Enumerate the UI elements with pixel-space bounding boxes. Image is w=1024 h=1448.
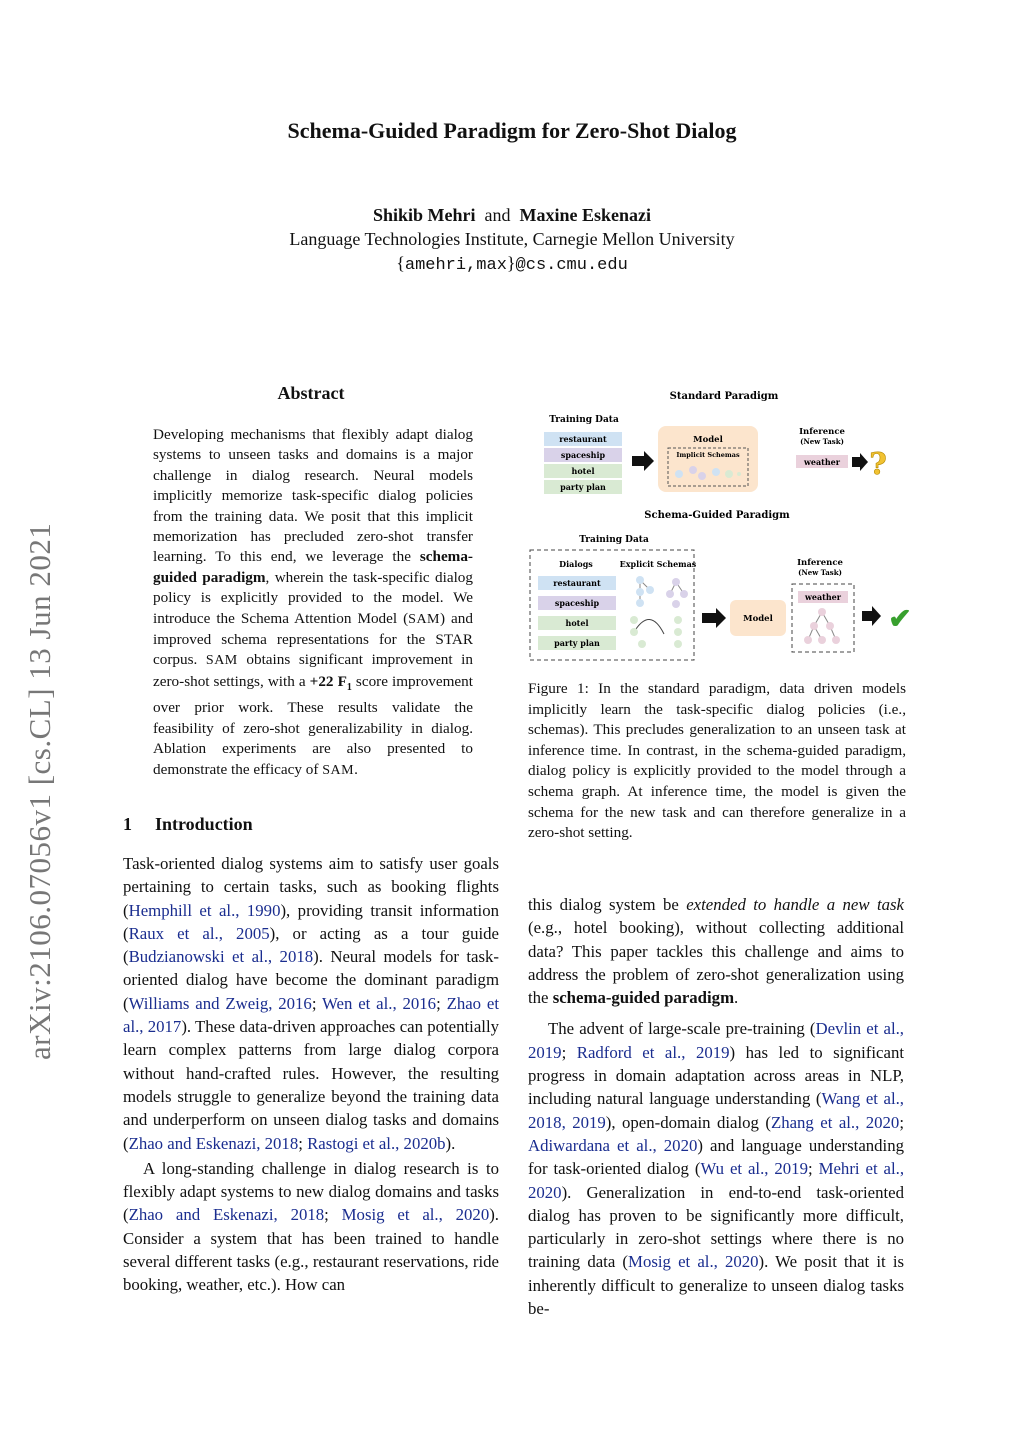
f1-improvement: +22 $F_1$ xyxy=(309,672,352,693)
training-data-label: Training Data xyxy=(549,415,619,425)
inference-label: Inference xyxy=(797,558,843,568)
citation-link[interactable]: Wu et al., 2019 xyxy=(700,1159,808,1179)
task-label: hotel xyxy=(565,618,589,628)
right-column xyxy=(528,893,904,1320)
figure-caption xyxy=(528,679,906,844)
email-brace-open: { xyxy=(396,253,405,273)
schema-paradigm-title: Schema-Guided Paradigm xyxy=(644,510,790,521)
task-label: party plan xyxy=(554,638,600,648)
citation-link[interactable]: Devlin et al., 2019 xyxy=(528,1019,904,1062)
citation-link[interactable]: Raux et al., 2005 xyxy=(128,923,270,943)
affiliation: Language Technologies Institute, Carnegie Mellon University xyxy=(289,229,735,249)
new-task-label: (New Task) xyxy=(798,568,842,577)
citation-link[interactable]: Radford et al., 2019 xyxy=(576,1042,730,1062)
task-label: spaceship xyxy=(560,450,606,460)
citation-link[interactable]: Wen et al., 2016 xyxy=(322,993,437,1013)
section-title: Introduction xyxy=(155,814,253,834)
sam-acronym: SAM xyxy=(205,653,238,669)
citation-link[interactable]: Zhao and Eskenazi, 2018 xyxy=(128,1133,299,1153)
paper-title: Schema-Guided Paradigm for Zero-Shot Dialog xyxy=(287,118,737,143)
task-label: spaceship xyxy=(554,598,600,608)
citation-link[interactable]: Wang et al., 2018, 2019 xyxy=(528,1089,904,1132)
email-domain: @cs.cmu.edu xyxy=(515,256,628,275)
citation-link[interactable]: Zhang et al., 2020 xyxy=(770,1112,900,1132)
explicit-schema-graphs xyxy=(630,576,688,648)
model-label: Model xyxy=(693,435,723,445)
citation-link[interactable]: Adiwardana et al., 2020 xyxy=(528,1135,698,1155)
standard-paradigm-title: Standard Paradigm xyxy=(669,391,779,402)
email-users: amehri,max xyxy=(404,256,507,275)
new-task-name: weather xyxy=(804,457,840,467)
section-heading xyxy=(123,814,253,835)
question-mark-icon: ? xyxy=(869,447,887,482)
arrow-icon xyxy=(862,606,881,626)
paragraph: The advent of large-scale pre-training (Devlin et al., 2019; Radford et al., 2019) has led to significant progress in domain adaptation across areas in NLP, including natural language understanding (Wang et al., 2018, 2019), open-domain dialog (Zhang et al., 2020; Adiwardana et al., 2020) and language understanding for task-oriented dialog (Wu et al., 2019; Mehri et al., 2020). Generalization in end-to-end task-oriented dialog has proven to be significantly more difficult, particularly in zero-shot settings where there is no training data (Mosig et al., 2020). We posit that it is inherently difficult to generalize to unseen dialog tasks be- xyxy=(528,1019,905,1319)
citation-link[interactable]: Mosig et al., 2020 xyxy=(341,1205,490,1225)
citation-link[interactable]: Zhao et al., 2017 xyxy=(123,993,500,1037)
paragraph: Task-oriented dialog systems aim to satisfy user goals pertaining to certain tasks, such as booking flights (Hemphill et al., 1990), providing transit information (Raux et al., 2005), or acting as a tour guide (Budzianowski et al., 2018). Neural models for task-oriented dialog have become the dominant paradigm (Williams and Zweig, 2016; Wen et al., 2016; Zhao et al., 2017). These data-driven approaches can potentially learn complex patterns from large dialog corpora without hand-crafted rules. However, the resulting models struggle to generalize beyond the training data and underperform on unseen dialog tasks and domains (Zhao and Eskenazi, 2018; Rastogi et al., 2020b). xyxy=(123,854,500,1153)
citation-link[interactable]: Rastogi et al., 2020b xyxy=(307,1133,446,1153)
sam-acronym: SAM xyxy=(322,762,355,778)
italic-phrase: extended to handle a new task xyxy=(686,895,904,914)
weather-schema-graph xyxy=(804,608,840,644)
author-line xyxy=(0,205,1024,226)
citation-link[interactable]: Williams and Zweig, 2016 xyxy=(128,993,312,1013)
arrow-icon xyxy=(852,453,868,471)
sam-acronym: SAM xyxy=(408,611,441,627)
abstract-body: Developing mechanisms that flexibly adapt dialog systems to unseen tasks and domains is a major challenge in dialog research. Neural models implicitly memorize task-specific dialog policies from the training data. We posit that this implicit memorization has precluded zero-shot transfer learning. To this end, we leverage the schema-guided paradigm, wherein the task-specific dialog policy is explicitly provided to the model. We introduce the Schema Attention Model (SAM) and improved schema representations for the STAR corpus. SAM obtains significant improvement in zero-shot settings, with a +22 $F_1$ score improvement over prior work. These results validate the feasibility of zero-shot generalizability in dialog. Ablation experiments are also presented to demonstrate the efficacy of SAM. xyxy=(153,426,473,778)
author-1: Shikib Mehri xyxy=(372,205,476,225)
arxiv-stamp: arXiv:2106.07056v1 [cs.CL] 13 Jun 2021 xyxy=(22,522,57,1060)
caption-label: Figure 1: xyxy=(528,680,589,697)
task-label: hotel xyxy=(571,466,595,476)
citation-link[interactable]: Mosig et al., 2020 xyxy=(628,1252,759,1272)
author-conjunction: and xyxy=(484,205,511,225)
abstract-heading: Abstract xyxy=(277,383,345,403)
task-label: restaurant xyxy=(559,434,607,444)
dialogs-label: Dialogs xyxy=(559,559,593,569)
training-data-label: Training Data xyxy=(579,535,649,545)
arrow-icon xyxy=(632,451,654,471)
model-label: Model xyxy=(743,614,773,624)
citation-link[interactable]: Zhao and Eskenazi, 2018 xyxy=(128,1205,325,1225)
left-column xyxy=(123,852,499,1297)
section-number: 1 xyxy=(123,814,132,834)
check-mark-icon: ✔ xyxy=(888,602,912,635)
new-task-name: weather xyxy=(805,592,841,602)
figure-1 xyxy=(526,384,926,674)
task-label: restaurant xyxy=(553,578,601,588)
author-2: Maxine Eskenazi xyxy=(519,205,652,225)
implicit-schemas-label: Implicit Schemas xyxy=(676,451,740,459)
paragraph: this dialog system be extended to handle a new task (e.g., hotel booking), without collecting additional data? This paper tackles this challenge and aims to address the problem of zero-shot generalization using the schema-guided paradigm. xyxy=(528,895,904,1008)
email-brace-close: } xyxy=(506,253,516,273)
abstract-bold-term: schema-guided paradigm xyxy=(153,548,473,586)
caption-text: In the standard paradigm, data driven models implicitly learn the task-specific dialog policies (i.e., schemas). This precludes generalization to an unseen task at inference time. In contrast, in the schema-guided paradigm, dialog policy is explicitly provided to the model through a schema graph. At inference time, the model is given the schema for the new task and can therefore generalize in a zero-shot setting. xyxy=(528,680,906,842)
inference-label: Inference xyxy=(799,427,845,437)
new-task-label: (New Task) xyxy=(800,437,844,446)
paragraph: A long-standing challenge in dialog research is to flexibly adapt systems to new dialog domains and tasks (Zhao and Eskenazi, 2018; Mosig et al., 2020). Consider a system that has been trained to handle several different tasks (e.g., restaurant reservations, ride booking, weather, etc.). How can xyxy=(123,1158,500,1295)
citation-link[interactable]: Mehri et al., 2020 xyxy=(528,1159,905,1202)
task-list-standard xyxy=(544,432,622,494)
task-label: party plan xyxy=(560,482,606,492)
citation-link[interactable]: Hemphill et al., 1990 xyxy=(128,900,281,920)
bold-term: schema-guided paradigm xyxy=(552,988,735,1008)
task-list-schema xyxy=(538,576,616,650)
email-line xyxy=(0,253,1024,275)
citation-link[interactable]: Budzianowski et al., 2018 xyxy=(128,947,314,967)
explicit-schemas-label: Explicit Schemas xyxy=(619,559,697,569)
arrow-icon xyxy=(702,608,726,628)
